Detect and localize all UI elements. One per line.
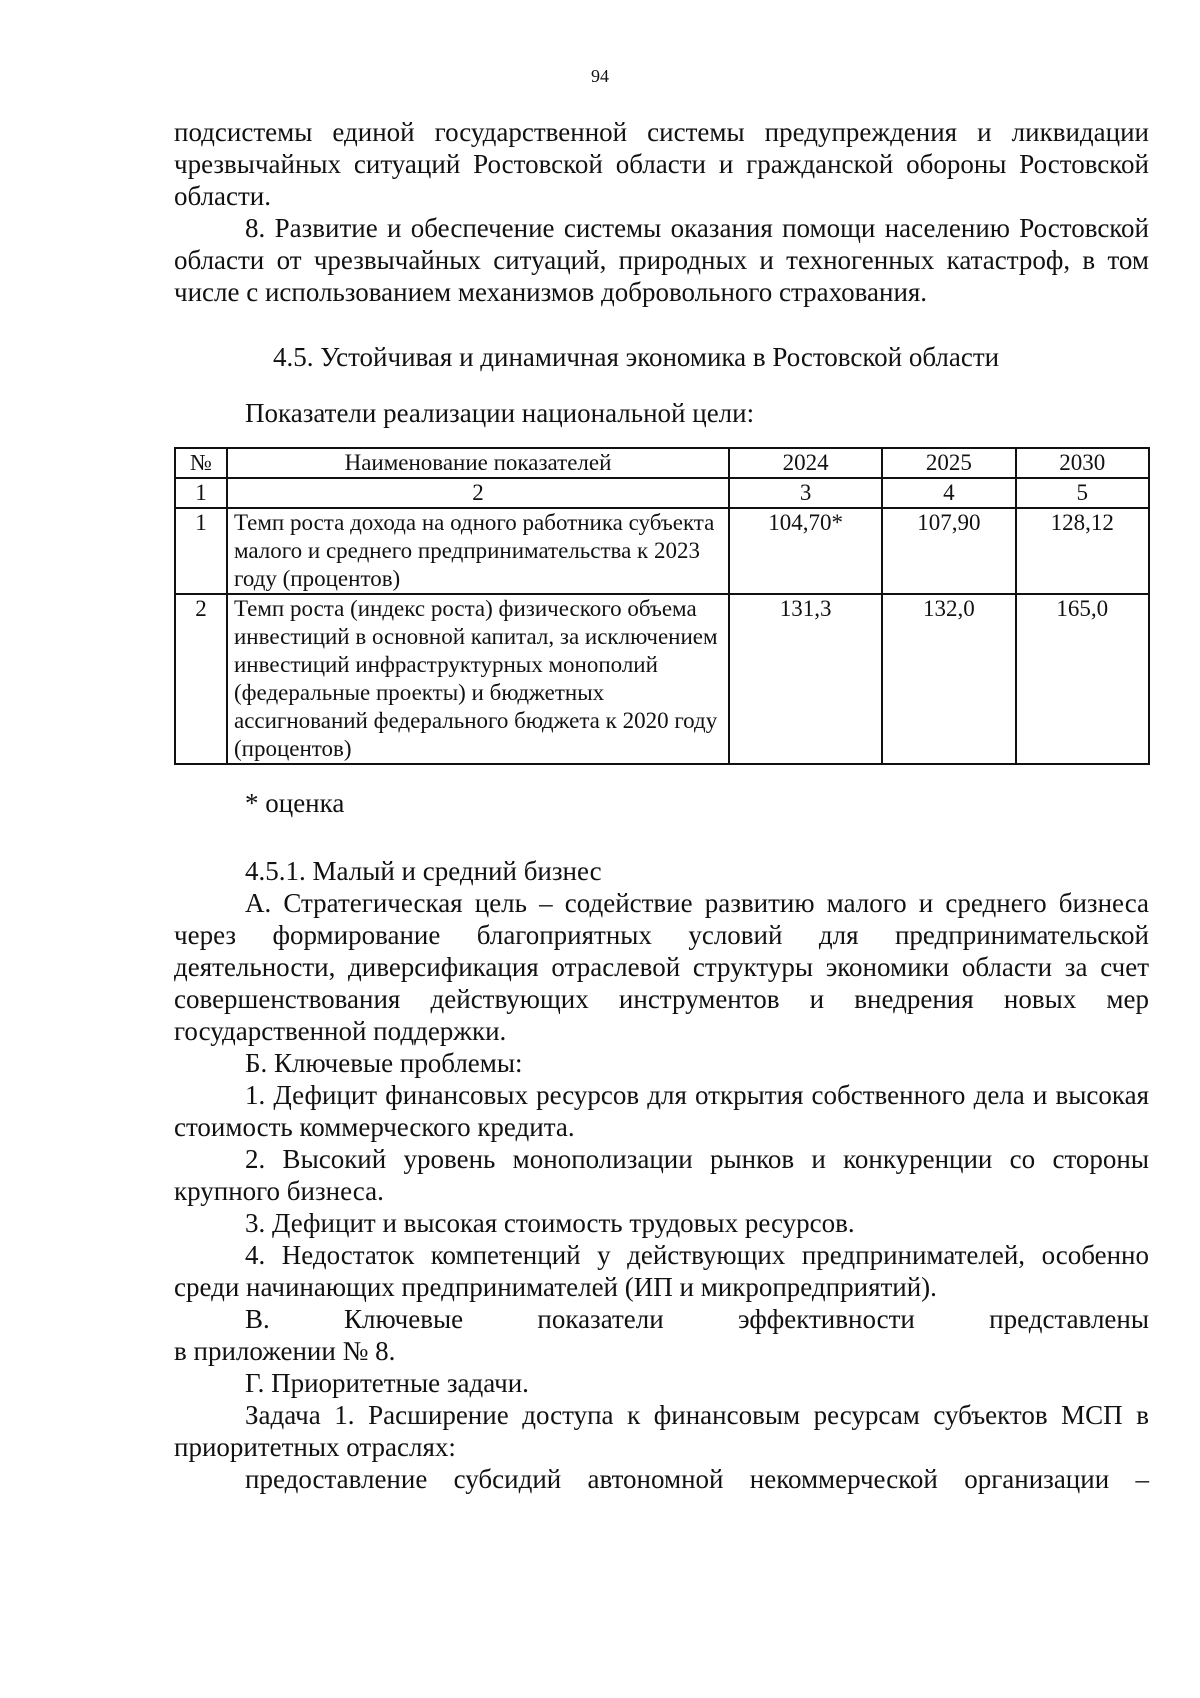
indicators-table: [174, 447, 1150, 765]
index-cell: 3: [729, 478, 882, 508]
row-num: 1: [175, 508, 227, 594]
table-header-row: [175, 448, 1149, 478]
table-index-row: [175, 478, 1149, 508]
kpi-line-continued: в приложении № 8.: [174, 1336, 396, 1366]
problem-item: 4. Недостаток компетенций у действующих предпринимателей, особенно среди начинающих предпринимателей (ИП и микропредприятий).: [174, 1240, 1149, 1302]
page-content: [174, 116, 1149, 1495]
row-name: Темп роста дохода на одного работника субъекта малого и среднего предпринимательства к 2023 году (процентов): [227, 508, 729, 594]
task-1: Задача 1. Расширение доступа к финансовым ресурсам субъектов МСП в приоритетных отраслях:: [174, 1400, 1149, 1462]
header-2030: 2030: [1016, 448, 1149, 478]
row-value-2030: 128,12: [1016, 508, 1149, 594]
priority-heading: Г. Приоритетные задачи.: [245, 1368, 529, 1398]
problem-item: 3. Дефицит и высокая стоимость трудовых ресурсов.: [245, 1208, 855, 1238]
intro-paragraph: подсистемы единой государственной системы предупреждения и ликвидации чрезвычайных ситуаций Ростовской области и гражданской обороны Ростовской области.: [174, 117, 1149, 211]
row-value-2025: 132,0: [882, 594, 1015, 764]
row-num: 2: [175, 594, 227, 764]
kpi-line: В. Ключевые показатели эффективности представлены: [245, 1304, 1149, 1334]
item-8-paragraph: 8. Развитие и обеспечение системы оказания помощи населению Ростовской области от чрезвычайных ситуаций, природных и техногенных катастроф, в том числе с использованием механизмов добровольного страхования.: [174, 213, 1149, 307]
row-value-2025: 107,90: [882, 508, 1015, 594]
problems-heading: Б. Ключевые проблемы:: [245, 1048, 523, 1078]
table-intro: Показатели реализации национальной цели:: [245, 398, 755, 428]
row-value-2024: 131,3: [729, 594, 882, 764]
subsection-title: 4.5.1. Малый и средний бизнес: [245, 856, 602, 886]
problem-item: 2. Высокий уровень монополизации рынков и конкуренции со стороны крупного бизнеса.: [174, 1144, 1149, 1206]
row-value-2030: 165,0: [1016, 594, 1149, 764]
index-cell: 5: [1016, 478, 1149, 508]
problem-item: 1. Дефицит финансовых ресурсов для открытия собственного дела и высокая стоимость коммерческого кредита.: [174, 1080, 1149, 1142]
header-2025: 2025: [882, 448, 1015, 478]
footnote: * оценка: [245, 788, 345, 818]
table-row: [175, 594, 1149, 764]
page-number: 94: [591, 66, 609, 86]
goal-paragraph: А. Стратегическая цель – содействие развитию малого и среднего бизнеса через формирование благоприятных условий для предпринимательской деятельности, диверсификация отраслевой структуры экономики области за счет совершенствования действующих инструментов и внедрения новых мер государственной поддержки.: [174, 888, 1149, 1046]
header-name: Наименование показателей: [227, 448, 729, 478]
row-name: Темп роста (индекс роста) физического объема инвестиций в основной капитал, за исключением инвестиций инфраструктурных монополий (федеральные проекты) и бюджетных ассигнований федерального бюджета к 2020 году (процентов): [227, 594, 729, 764]
last-line: предоставление субсидий автономной некоммерческой организации –: [245, 1464, 1149, 1494]
section-heading: 4.5. Устойчивая и динамичная экономика в Ростовской области: [273, 342, 1000, 372]
header-num: №: [175, 448, 227, 478]
index-cell: 2: [227, 478, 729, 508]
index-cell: 4: [882, 478, 1015, 508]
index-cell: 1: [175, 478, 227, 508]
row-value-2024: 104,70*: [729, 508, 882, 594]
table-row: [175, 508, 1149, 594]
header-2024: 2024: [729, 448, 882, 478]
